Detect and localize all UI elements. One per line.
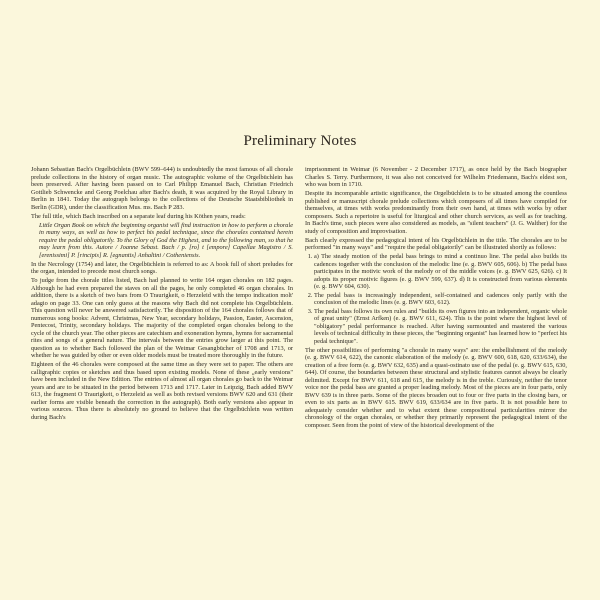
paragraph: The other possibilities of performing "a chorale in many ways" are: the embellishment of the melody (e. g. BWV 614, 622), the canonic elaboration of the melody (e. g. BWV 600, 618, 620, 633/634), the creation of a free form (e. g. BWV 632, 635) and a quasi-ostinato use of the pedal (e. g. BWV 615, 630, 644). Of course, the boundaries between these structural and stylistic features cannot always be clearly delimited. Except for BWV 611, 618 and 615, the melody is in the treble. Curiously, neither the tenor voice nor the pedal bass are granted a proper leading melody. Most of the pieces are in four parts, only BWV 639 is in three parts. Some of the pieces broaden out to four or five parts in the closing bars, or even to six parts as in BWV 615. BWV 619, 633/634 are in five parts. It is not possible here to adequately consider whether and to what extent these compositional particularities mirror the chronology of the organ chorales, or whether they primarily represent the pedagogical intent of the composer. Seen from the point of view of the historical development of the — [305, 346, 567, 429]
pedal-levels-list — [305, 253, 567, 345]
left-column — [31, 166, 293, 423]
paragraph: In the Necrology (1754) and later, the Orgelbüchlein is referred to as: A book full of short preludes for the organ, intended to precede most church songs. — [31, 260, 293, 275]
list-item: 2. The pedal bass is increasingly independent, self-contained and cadences only partly with the conclusion of the melodic lines (e. g. BWV 603, 612). — [314, 292, 567, 307]
title-quotation: Little Organ Book on which the beginning organist will find instruction in how to perform a chorale in many ways, as well as how to perfect his pedal technique, since the chorales contained herein require the pedal obligatorily. To the Glory of God the Highest, and to the following man, so that he may learn from this. Autore / Joanne Sebast. Bach / p. [ro] t [empore] Capellae Magistro / S. [erenissimi] P. [rincipis] R. [egnantis] Anhaltini / Cotheniensis. — [39, 221, 293, 259]
paragraph: Eighteen of the 46 chorales were composed at the same time as they were set to paper. The others are calligraphic copies or sketches and thus based upon existing models. None of these „early versions" have been included in the New Edition. The entries of almost all organ chorales go back to the Weimar years and are to be situated in the period between 1713 and 1717. Later in Leipzig, Bach added BWV 613, the fragment O Traurigkeit, o Herzeleid as well as both revised versions BWV 620 and 631 (their earlier forms are visible beneath the correction in the autograph). Both early versions also appear in various sources. Thus there is absolutely no ground to believe that the Orgelbüchlein was written during Bach's — [31, 361, 293, 421]
page-title: Preliminary Notes — [243, 133, 357, 149]
list-item: 1. a) The steady motion of the pedal bass brings to mind a continuo line. The pedal also builds its cadences together with the conclusion of the melodic line (e. g. BWV 605, 606). b) The pedal bass participates in the motivic work of the melody or of the middle voices (e. g. BWV 625, 626). c) It adopts its proper motivic figures (e. g. BWV 599, 637). d) It is constructed from various elements (e. g. BWV 604, 630). — [314, 253, 567, 291]
paragraph: Bach clearly expressed the pedagogical intent of his Orgelbüchlein in the title. The chorales are to be performed "in many ways" and "require the pedal obligatorily" can be illustrated shortly as follows: — [305, 236, 567, 251]
paragraph: Despite its incomparable artistic significance, the Orgelbüchlein is to be situated among the countless published or manuscript chorale prelude collections which composers of all times have compiled for themselves, at times with works predominantly from their own hand, at times with works by other composers. Such a repertoire is useful for liturgical and other church services, as well as for teaching. In Bach's time, such pieces were also considered as models, as "silent teachers" (J. G. Walther) for the study of composition and improvisation. — [305, 190, 567, 235]
paragraph: Johann Sebastian Bach's Orgelbüchlein (BWV 599–644) is undoubtedly the most famous of all chorale prelude collections in the history of organ music. The autographic volume of the Orgelbüchlein has been preserved. After having been passed on to Carl Philipp Emanuel Bach, Christian Friedrich Gottlieb Schwencke and Georg Poelchau after Bach's death, it was acquired by the Royal Library in Berlin in 1841. Today the autograph belongs to the collections of the Deutsche Staatsbibliothek in Berlin (GDR), under the classification Mus. ms. Bach P 283. — [31, 166, 293, 211]
paragraph: To judge from the chorale titles listed, Bach had planned to write 164 organ chorales on 182 pages. Although he had even prepared the staves on all the pages, he only completed 46 organ chorales. In addition, there is a sketch of two bars from O Traurigkeit, o Herzeleid with the tempo indication molt' adagio on page 33. One can only guess at the reasons why Bach did not complete his Orgelbüchlein. This question will never be answered satisfactorily. The disposition of the 164 chorales follows that of numerous song books: Advent, Christmas, New Year, secondary holidays, Passion, Easter, Ascension, Pentecost, Trinity, secondary holidays. The majority of the completed organ chorales belong to the cycle of the church year. The other pieces are catechism and exoneration hymns, hymns for sacramental rites and songs of a general nature. The intervals between the entries grow larger at this point. The question as to whether Bach followed the plan of the Weimar Gesangbücher of 1708 and 1713, or whether he was guided by other or even older models must be treated more thoroughly in the future. — [31, 277, 293, 359]
list-item: 3. The pedal bass follows its own rules and "builds its own figures into an independent, organic whole of great unity" (Ernst Arfken) (e. g. BWV 611, 624). This is the point where the highest level of "obligatory" pedal performance is reached. After having surmounted and mastered the various levels of technical difficulty in these pieces, the "beginning organist" has learned how to "perfect his pedal technique". — [314, 308, 567, 346]
right-column — [305, 166, 567, 431]
paragraph: The full title, which Bach inscribed on a separate leaf during his Köthen years, reads: — [31, 212, 246, 220]
paragraph: imprisonment in Weimar (6 November - 2 December 1717), as once held by the Bach biographer Charles S. Terry. Furthermore, it was also not conceived for Wilhelm Friedemann, Bach's eldest son, who was born in 1710. — [305, 166, 567, 188]
